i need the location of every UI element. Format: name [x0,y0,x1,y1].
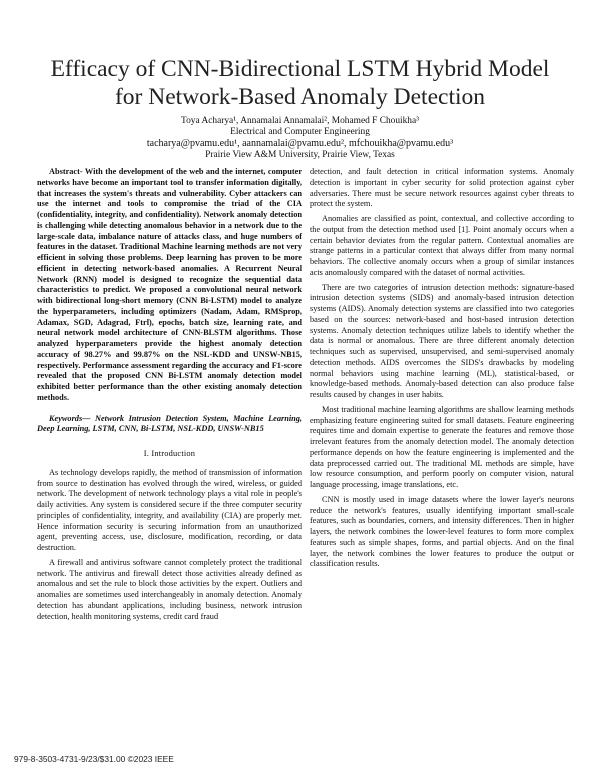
department: Electrical and Computer Engineering [230,127,370,137]
title-line-1: Efficacy of CNN-Bidirectional LSTM Hybrid Model [50,56,550,82]
paper-title [20,55,580,111]
body-paragraph: detection, and fault detection in critical information systems. Anomaly detection is important in cyber security for solid protection against cyber adversaries. There must be secure network resources against cyber threats to protect the system. [310,167,574,209]
body-paragraph: There are two categories of intrusion detection methods: signature-based intrusion detection systems (SIDS) and anomaly-based intrusion detection systems (AIDS). Anomaly detection systems are classified into two categories based on the sources: network-based and host-based intrusion detection systems. Anomaly detection techniques utilize labels to identify whether the data is normal or anomalous. There are three different anomaly detection techniques such as supervised, unsupervised, and semi-supervised anomaly detection methods. AIDS overcomes the SIDS's drawbacks by modeling normal behaviors using machine learning (ML), statistical-based, or knowledge-based methods. Anomaly-based detection can also produce false results caused by changes in user habits. [310,282,574,399]
authors: Toya Acharya¹, Annamalai Annamalai², Mohamed F Chouikha³ [181,116,419,126]
intro-paragraph: As technology develops rapidly, the method of transmission of information from source to destination has evolved through the wired, wireless, or guided network. The development of network technology plays a vital role in people's daily activities. Any system is considered secure if the three computer security principles of confidentiality, integrity, and availability (CIA) are properly met. Hence information security is securing information from an unauthorized agent, preventing access, use, disclosure, modification, recording, or data destruction. [37,467,302,552]
author-emails: tacharya@pvamu.edu¹, aannamalai@pvamu.edu², mfchouikha@pvamu.edu³ [146,138,454,149]
copyright-footer: 979-8-3503-4731-9/23/$31.00 ©2023 IEEE [14,754,174,764]
title-line-2: for Network-Based Anomaly Detection [114,84,486,110]
section-heading-introduction: I. Introduction [143,449,196,458]
left-column [37,167,302,622]
body-paragraph: Most traditional machine learning algorithms are shallow learning methods emphasizing feature engineering suited for small datasets. Feature engineering requires time and domain expertise to generate the features and remove those irrelevant features from the anomaly detection model. The anomaly detection performance depends on how the feature engineering is implemented and the data preprocessed carried out. The traditional ML methods are simple, have low resource consumption, and perform poorly on computer vision, natural language processing, image translations, etc. [310,404,574,489]
body-paragraph: CNN is mostly used in image datasets where the lower layer's neurons reduce the network's features, usually identifying important small-scale features, such as boundaries, corners, and intensity differences. Then in higher layers, the network combines the lower-level features to form more complex features such as simple shapes, forms, and partial objects. And on the final layer, the network combines the lower features to produce the output or classification results. [310,494,574,569]
body-paragraph: Anomalies are classified as point, contextual, and collective according to the output from the detection method used [1]. Point anomaly occurs when a certain behavior deviates from the regular pattern. Contextual anomalies are strange patterns in a particular context that always differ from many normal behaviors. The collective anomaly occurs when a group of similar instances acts anomalously compared with the dataset of normal activities. [310,214,574,277]
intro-paragraph: A firewall and antivirus software cannot completely protect the traditional network. The antivirus and firewall detect those activities already defined as anomalous and set the rule to block those activities by the expert. Outliers and anomalies are sometimes used interchangeably in anomaly detection. Anomaly detection has abundant applications, including business, network intrusion detection, health monitoring systems, credit card fraud [37,557,302,621]
abstract: Abstract- With the development of the web and the internet, computer networks have become an important tool to transfer information digitally, that increases the system's threats and vulnerability. Cyber attackers can use the internet and tools to compromise the triad of the CIA (confidentiality, integrity, and confidentiality). Network anomaly detection is challenging while detecting anomalous behavior in a network due to the large-scale data, imbalance nature of attacks class, and huge numbers of features in the dataset. Traditional Machine learning methods are not very efficient in solving those problems. Deep learning has proven to be more efficient in detecting network-based anomalies. A Recurrent Neural Network (RNN) model is designed to recognize the sequential data characteristics to predict. We proposed a convolutional neural network with bidirectional long-short memory (CNN Bi-LSTM) model to analyze the hyperparameters, including optimizers (Nadam, Adam, RMSprop, Adamax, SGD, Adagrad, Ftrl), epochs, batch size, learning rate, and neural network model architecture of CNN-BLSTM algorithms. Those analyzed hyperparameters provide the highest anomaly detection accuracy of 98.27% and 99.87% on the NSL-KDD and UNSW-NB15, respectively. Performance assessment regarding the accuracy and F1-score revealed that the proposed CNN Bi-LSTM anomaly detection model exhibited better performance than the other existing anomaly detection methods. [37,167,302,402]
affiliation: Prairie View A&M University, Prairie View, Texas [205,150,395,160]
keywords: Keywords— Network Intrusion Detection System, Machine Learning, Deep Learning, LSTM, CNN, Bi-LSTM, NSL-KDD, UNSW-NB15 [37,413,302,434]
right-column [310,167,574,570]
